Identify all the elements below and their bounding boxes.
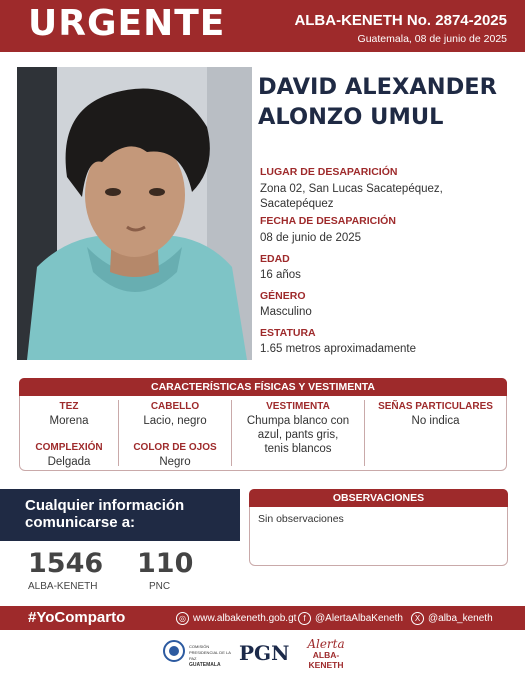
- senas-value: No indica: [411, 415, 460, 427]
- guatemala-seal-icon: [163, 638, 185, 664]
- header-banner: [0, 0, 525, 52]
- facebook-link[interactable]: [298, 612, 403, 625]
- gov-line-1: COMISIÓN PRESIDENCIAL DE LA PAZ: [189, 644, 231, 661]
- facebook-icon: f: [298, 612, 311, 625]
- estatura-value: 1.65 metros aproximadamente: [260, 343, 416, 355]
- lugar-line-1: Zona 02, San Lucas Sacatepéquez,: [260, 183, 443, 195]
- phone-number-pnc[interactable]: 110: [137, 548, 194, 579]
- twitter-link[interactable]: [411, 612, 493, 625]
- name-line-1: DAVID ALEXANDER: [258, 74, 497, 100]
- edad-value: 16 años: [260, 269, 301, 281]
- vestimenta-line-2: azul, pants gris,: [257, 429, 339, 441]
- alerta-line-1: Alerta: [307, 637, 345, 651]
- contact-line-2: comunicarse a:: [25, 514, 136, 531]
- estatura-label: ESTATURA: [260, 327, 316, 339]
- x-icon: X: [411, 612, 424, 625]
- facebook-text: @AlertaAlbaKeneth: [315, 613, 403, 624]
- vestimenta-label: VESTIMENTA: [266, 401, 330, 412]
- phone-label-alba: ALBA-KENETH: [28, 581, 98, 592]
- footer-banner: [0, 606, 525, 630]
- gov-line-2: GUATEMALA: [189, 662, 221, 668]
- observations-title: OBSERVACIONES: [249, 489, 508, 507]
- contact-line-1: Cualquier información: [25, 497, 185, 514]
- lugar-line-2: Sacatepéquez: [260, 198, 334, 210]
- vestimenta-value: [232, 414, 364, 456]
- genero-value: Masculino: [260, 306, 312, 318]
- phone-label-pnc: PNC: [149, 581, 171, 592]
- ojos-label: COLOR DE OJOS: [133, 442, 217, 453]
- lugar-value: [260, 182, 515, 212]
- complexion-label: COMPLEXIÓN: [35, 442, 103, 453]
- twitter-text: @alba_keneth: [428, 613, 493, 624]
- fecha-value: 08 de junio de 2025: [260, 232, 362, 244]
- name-line-2: ALONZO UMUL: [258, 104, 444, 130]
- place-date: Guatemala, 08 de junio de 2025: [357, 33, 507, 45]
- lugar-label: LUGAR DE DESAPARICIÓN: [260, 166, 398, 178]
- website-link[interactable]: [176, 612, 296, 625]
- contact-box: [0, 489, 240, 541]
- cabello-value: Lacio, negro: [143, 415, 207, 427]
- vestimenta-line-1: Chumpa blanco con: [246, 415, 350, 427]
- ojos-value: Negro: [159, 456, 191, 468]
- vestimenta-line-3: tenis blancos: [264, 443, 332, 455]
- observations-text: Sin observaciones: [258, 513, 344, 525]
- person-name: [258, 72, 518, 132]
- government-logo: [163, 638, 233, 668]
- senas-label: SEÑAS PARTICULARES: [378, 401, 493, 412]
- alerta-line-2: ALBA-KENETH: [308, 650, 344, 670]
- fecha-label: FECHA DE DESAPARICIÓN: [260, 215, 396, 227]
- globe-icon: ◎: [176, 612, 189, 625]
- genero-label: GÉNERO: [260, 290, 306, 302]
- pgn-logo: PGN: [239, 641, 290, 665]
- website-text: www.albakeneth.gob.gt: [193, 613, 297, 624]
- complexion-value: Delgada: [47, 456, 91, 468]
- hashtag: #YoComparto: [28, 609, 126, 626]
- alert-code: ALBA-KENETH No. 2874-2025: [294, 12, 507, 29]
- missing-person-photo: [17, 67, 252, 360]
- characteristics-title: CARACTERÍSTICAS FÍSICAS Y VESTIMENTA: [19, 378, 507, 396]
- tez-value: Morena: [49, 415, 89, 427]
- alerta-logo: [301, 638, 351, 670]
- urgent-title: URGENTE: [28, 3, 226, 44]
- edad-label: EDAD: [260, 253, 290, 265]
- cabello-label: CABELLO: [150, 401, 200, 412]
- phone-number-alba[interactable]: 1546: [28, 548, 104, 579]
- tez-label: TEZ: [59, 401, 79, 412]
